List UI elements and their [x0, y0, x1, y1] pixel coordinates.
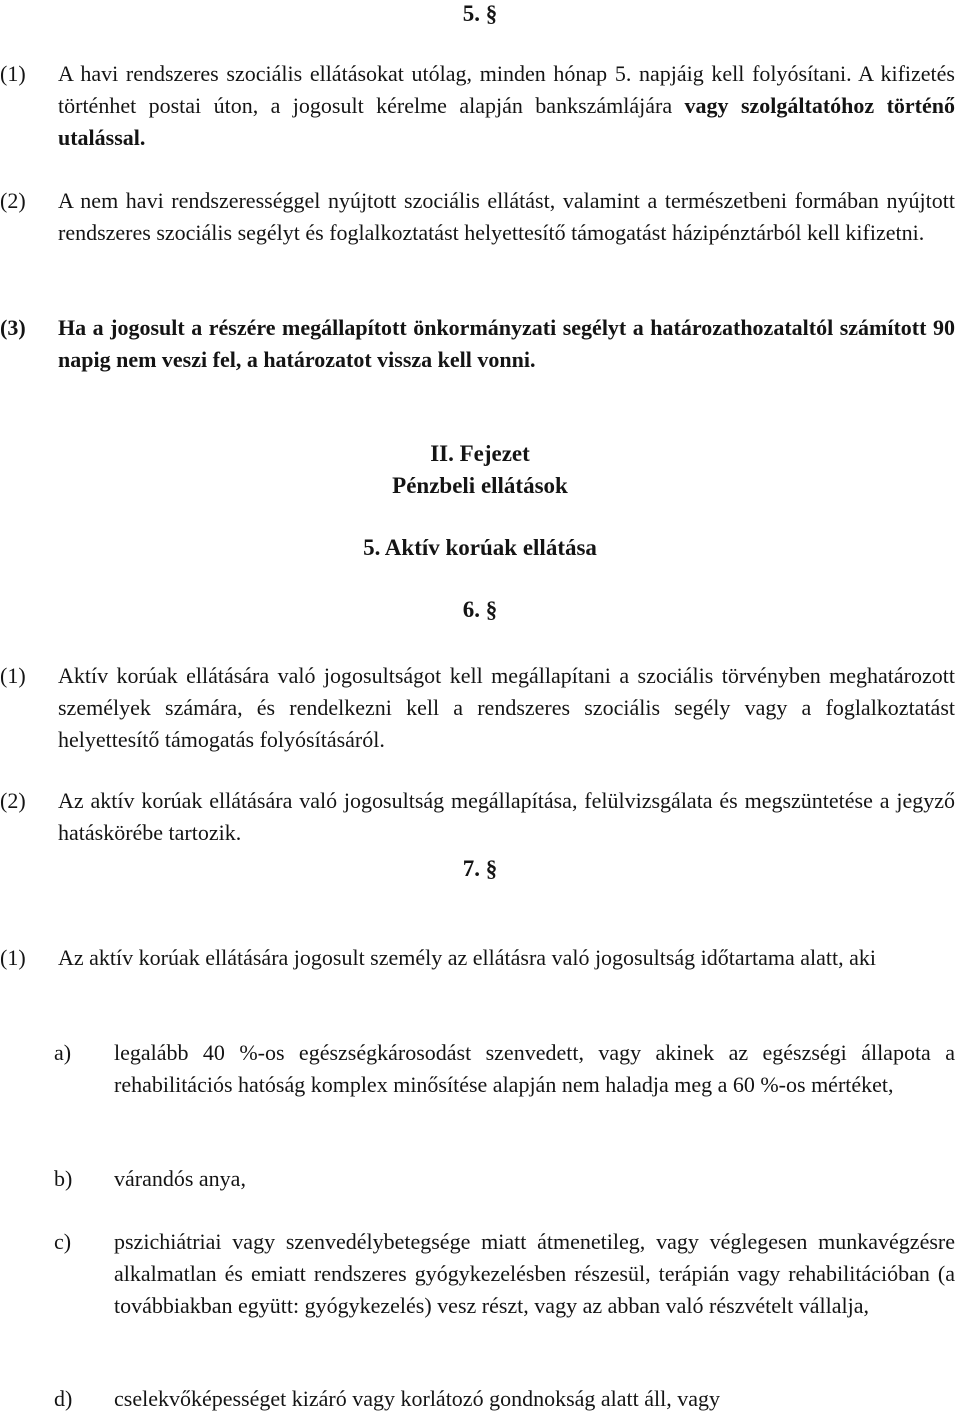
list-item-label: a): [54, 1040, 72, 1065]
list-item-text: pszichiátriai vagy szenvedélybetegsége miatt átmenetileg, vagy véglegesen munkavégzésre alkalmatlan és emiatt rendszeres gyógykezelésben részesül, terápián vagy rehabilitációban (a továbbiakban együtt: gyógykezelés) vesz részt, vagy az abban való részvételt vállalja,: [114, 1229, 955, 1318]
paragraph-text: A nem havi rendszerességgel nyújtott szociális ellátást, valamint a természetbeni formában nyújtott rendszeres szociális segélyt és foglalkoztatást helyettesítő támogatást házipénztárból kell kifizetni.: [58, 188, 955, 245]
section-6-paragraph-2: [0, 785, 955, 849]
section-7-paragraph-1: [0, 942, 955, 974]
list-item-text: legalább 40 %-os egészségkárosodást szenvedett, vagy akinek az egészségi állapota a rehabilitációs hatóság komplex minősítése alapján nem haladja meg a 60 %-os mértéket,: [114, 1040, 955, 1097]
list-item: [0, 1383, 955, 1415]
paragraph-text: Aktív korúak ellátására való jogosultságot kell megállapítani a szociális törvényben meghatározott személyek számára, és rendelkezni kell a rendszeres szociális segély vagy a foglalkoztatást helyettesítő támogatás folyósításáról.: [58, 663, 955, 752]
paragraph-text: Ha a jogosult a részére megállapított önkormányzati segélyt a határozathozataltól számított 90 napig nem veszi fel, a határozatot vissza kell vonni.: [58, 315, 955, 372]
section-5-title: 5. §: [462, 1, 498, 26]
list-item: [0, 1037, 955, 1101]
list-item-label: b): [54, 1166, 73, 1191]
chapter-number: II. Fejezet: [430, 441, 530, 466]
list-item-text: cselekvőképességet kizáró vagy korlátozó gondnokság alatt áll, vagy: [114, 1386, 721, 1411]
list-item: [0, 1226, 955, 1322]
section-6-title: 6. §: [462, 597, 498, 622]
list-item-label: d): [54, 1386, 73, 1411]
paragraph-text: Az aktív korúak ellátására jogosult személy az ellátásra való jogosultság időtartama alatt, aki: [58, 945, 876, 970]
section-5-paragraph-1: [0, 58, 955, 154]
list-item: [0, 1163, 955, 1195]
paragraph-text: Az aktív korúak ellátására való jogosultság megállapítása, felülvizsgálata és megszüntetése a jegyző hatáskörébe tartozik.: [58, 788, 955, 845]
paragraph-text: A havi rendszeres szociális ellátásokat utólag, minden hónap 5. napjáig kell folyósítani. A kifizetés történhet postai úton, a jogosult kérelme alapján bankszámlájára vagy szolgáltatóhoz történő utalással.: [58, 61, 956, 150]
section-7-title: 7. §: [462, 856, 498, 881]
section-5-paragraph-3: [0, 312, 955, 376]
paragraph-number: (2): [0, 788, 26, 813]
paragraph-number: (2): [0, 188, 26, 213]
list-item-text: várandós anya,: [114, 1166, 246, 1191]
paragraph-number: (1): [0, 945, 26, 970]
bold-phrase: vagy szolgáltatóhoz történő utalással.: [58, 93, 956, 150]
chapter-subtitle: 5. Aktív korúak ellátása: [363, 535, 597, 560]
paragraph-number: (3): [0, 315, 26, 340]
list-item-label: c): [54, 1229, 72, 1254]
paragraph-number: (1): [0, 61, 26, 86]
chapter-title: Pénzbeli ellátások: [392, 473, 568, 498]
section-6-paragraph-1: [0, 660, 955, 756]
paragraph-number: (1): [0, 663, 26, 688]
section-5-paragraph-2: [0, 185, 955, 249]
